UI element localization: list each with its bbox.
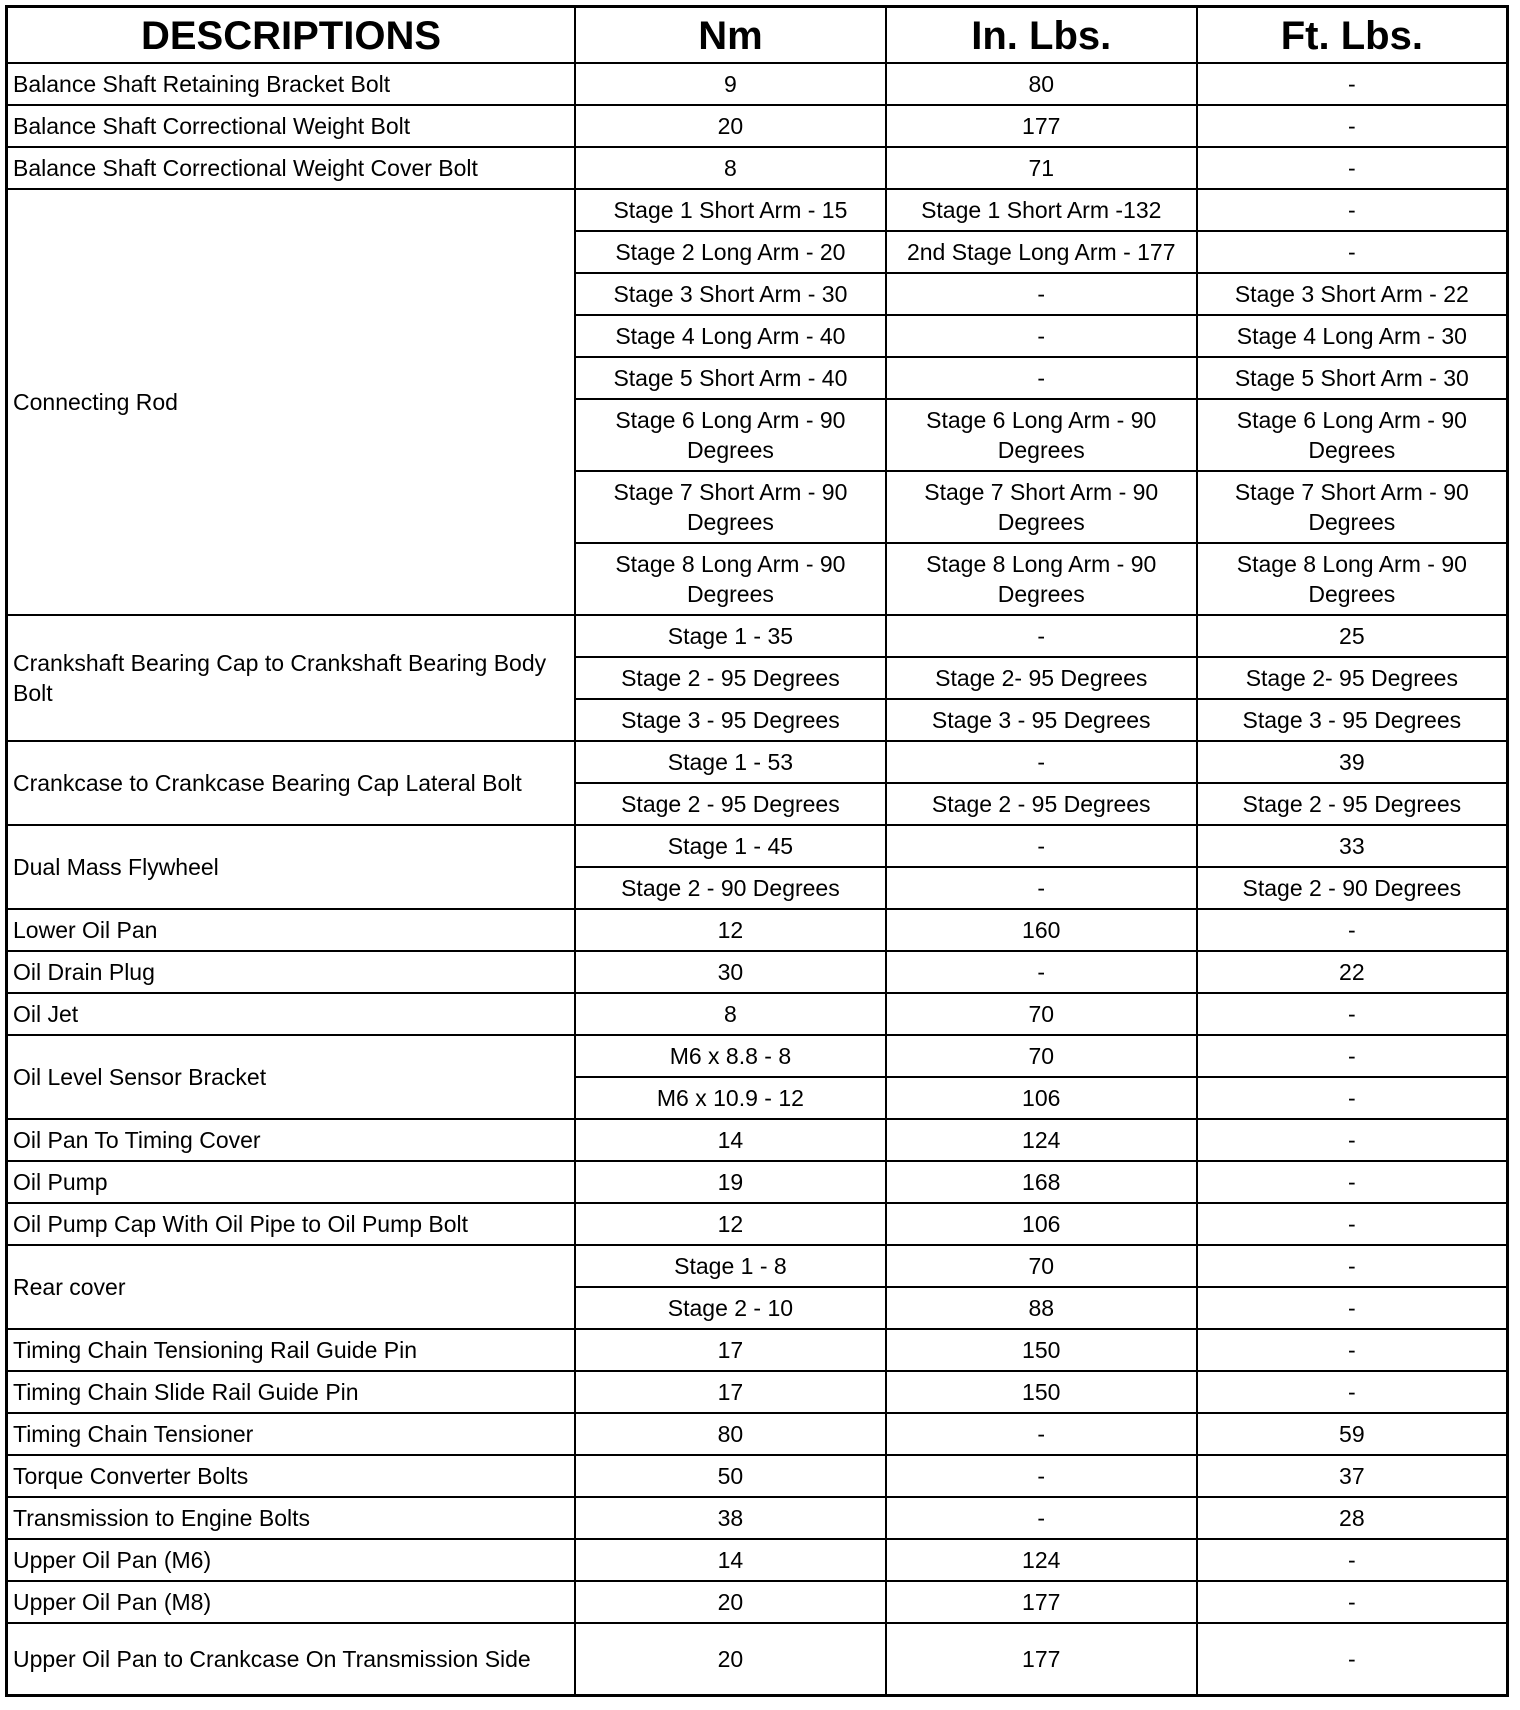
in-lbs-cell: 177	[886, 105, 1197, 147]
table-row	[7, 1413, 1508, 1455]
ft-lbs-cell: -	[1197, 1371, 1508, 1413]
description-cell: Crankcase to Crankcase Bearing Cap Lateral Bolt	[7, 741, 576, 825]
in-lbs-cell: Stage 2 - 95 Degrees	[886, 783, 1197, 825]
description-cell: Torque Converter Bolts	[7, 1455, 576, 1497]
description-cell: Timing Chain Slide Rail Guide Pin	[7, 1371, 576, 1413]
in-lbs-cell: Stage 3 - 95 Degrees	[886, 699, 1197, 741]
nm-cell: 8	[575, 993, 886, 1035]
in-lbs-cell: 2nd Stage Long Arm - 177	[886, 231, 1197, 273]
in-lbs-cell: -	[886, 825, 1197, 867]
in-lbs-cell: 177	[886, 1623, 1197, 1696]
ft-lbs-cell: -	[1197, 993, 1508, 1035]
nm-cell: M6 x 10.9 - 12	[575, 1077, 886, 1119]
table-row	[7, 741, 1508, 783]
in-lbs-cell: -	[886, 951, 1197, 993]
nm-cell: Stage 1 - 45	[575, 825, 886, 867]
table-row	[7, 1245, 1508, 1287]
table-row	[7, 1539, 1508, 1581]
nm-cell: 14	[575, 1539, 886, 1581]
table-row	[7, 105, 1508, 147]
nm-cell: Stage 2 Long Arm - 20	[575, 231, 886, 273]
description-cell: Rear cover	[7, 1245, 576, 1329]
table-row	[7, 1203, 1508, 1245]
nm-cell: 9	[575, 63, 886, 105]
nm-cell: Stage 4 Long Arm - 40	[575, 315, 886, 357]
nm-cell: 80	[575, 1413, 886, 1455]
table-row	[7, 1581, 1508, 1623]
table-row	[7, 1371, 1508, 1413]
table-row	[7, 1623, 1508, 1696]
in-lbs-cell: -	[886, 867, 1197, 909]
in-lbs-cell: 150	[886, 1329, 1197, 1371]
nm-cell: Stage 2 - 90 Degrees	[575, 867, 886, 909]
table-row	[7, 1497, 1508, 1539]
torque-spec-table	[5, 5, 1509, 1697]
table-row	[7, 909, 1508, 951]
header-in-lbs: In. Lbs.	[886, 7, 1197, 64]
ft-lbs-cell: -	[1197, 1203, 1508, 1245]
ft-lbs-cell: Stage 2 - 95 Degrees	[1197, 783, 1508, 825]
description-cell: Balance Shaft Correctional Weight Bolt	[7, 105, 576, 147]
ft-lbs-cell: -	[1197, 1077, 1508, 1119]
description-cell: Timing Chain Tensioner	[7, 1413, 576, 1455]
description-cell: Oil Pump Cap With Oil Pipe to Oil Pump Bolt	[7, 1203, 576, 1245]
description-cell: Upper Oil Pan (M8)	[7, 1581, 576, 1623]
ft-lbs-cell: Stage 3 Short Arm - 22	[1197, 273, 1508, 315]
description-cell: Balance Shaft Retaining Bracket Bolt	[7, 63, 576, 105]
table-row	[7, 951, 1508, 993]
ft-lbs-cell: 39	[1197, 741, 1508, 783]
ft-lbs-cell: 59	[1197, 1413, 1508, 1455]
ft-lbs-cell: -	[1197, 1245, 1508, 1287]
in-lbs-cell: -	[886, 1497, 1197, 1539]
ft-lbs-cell: -	[1197, 105, 1508, 147]
table-row	[7, 63, 1508, 105]
in-lbs-cell: 106	[886, 1077, 1197, 1119]
nm-cell: Stage 6 Long Arm - 90 Degrees	[575, 399, 886, 471]
nm-cell: Stage 5 Short Arm - 40	[575, 357, 886, 399]
in-lbs-cell: 177	[886, 1581, 1197, 1623]
table-row	[7, 1119, 1508, 1161]
in-lbs-cell: -	[886, 1455, 1197, 1497]
in-lbs-cell: -	[886, 741, 1197, 783]
in-lbs-cell: -	[886, 615, 1197, 657]
nm-cell: Stage 3 Short Arm - 30	[575, 273, 886, 315]
description-cell: Timing Chain Tensioning Rail Guide Pin	[7, 1329, 576, 1371]
nm-cell: 20	[575, 1623, 886, 1696]
ft-lbs-cell: 25	[1197, 615, 1508, 657]
nm-cell: Stage 2 - 10	[575, 1287, 886, 1329]
ft-lbs-cell: -	[1197, 909, 1508, 951]
nm-cell: Stage 7 Short Arm - 90 Degrees	[575, 471, 886, 543]
table-row	[7, 993, 1508, 1035]
ft-lbs-cell: Stage 4 Long Arm - 30	[1197, 315, 1508, 357]
in-lbs-cell: Stage 7 Short Arm - 90 Degrees	[886, 471, 1197, 543]
table-row	[7, 1329, 1508, 1371]
description-cell: Oil Jet	[7, 993, 576, 1035]
ft-lbs-cell: 28	[1197, 1497, 1508, 1539]
description-cell: Oil Level Sensor Bracket	[7, 1035, 576, 1119]
ft-lbs-cell: Stage 8 Long Arm - 90 Degrees	[1197, 543, 1508, 615]
ft-lbs-cell: -	[1197, 1539, 1508, 1581]
nm-cell: Stage 1 - 35	[575, 615, 886, 657]
ft-lbs-cell: -	[1197, 1329, 1508, 1371]
description-cell: Balance Shaft Correctional Weight Cover Bolt	[7, 147, 576, 189]
nm-cell: 17	[575, 1371, 886, 1413]
ft-lbs-cell: -	[1197, 1581, 1508, 1623]
header-nm: Nm	[575, 7, 886, 64]
ft-lbs-cell: Stage 2- 95 Degrees	[1197, 657, 1508, 699]
in-lbs-cell: 124	[886, 1119, 1197, 1161]
ft-lbs-cell: Stage 7 Short Arm - 90 Degrees	[1197, 471, 1508, 543]
header-descriptions: DESCRIPTIONS	[7, 7, 576, 64]
ft-lbs-cell: 33	[1197, 825, 1508, 867]
description-cell: Oil Pan To Timing Cover	[7, 1119, 576, 1161]
in-lbs-cell: 70	[886, 993, 1197, 1035]
ft-lbs-cell: -	[1197, 1035, 1508, 1077]
description-cell: Dual Mass Flywheel	[7, 825, 576, 909]
ft-lbs-cell: Stage 5 Short Arm - 30	[1197, 357, 1508, 399]
description-cell: Crankshaft Bearing Cap to Crankshaft Bearing Body Bolt	[7, 615, 576, 741]
in-lbs-cell: Stage 2- 95 Degrees	[886, 657, 1197, 699]
nm-cell: Stage 3 - 95 Degrees	[575, 699, 886, 741]
table-row	[7, 1161, 1508, 1203]
in-lbs-cell: 160	[886, 909, 1197, 951]
in-lbs-cell: -	[886, 357, 1197, 399]
in-lbs-cell: 150	[886, 1371, 1197, 1413]
nm-cell: 30	[575, 951, 886, 993]
table-row	[7, 1455, 1508, 1497]
nm-cell: 38	[575, 1497, 886, 1539]
in-lbs-cell: 88	[886, 1287, 1197, 1329]
ft-lbs-cell: Stage 3 - 95 Degrees	[1197, 699, 1508, 741]
nm-cell: Stage 1 - 8	[575, 1245, 886, 1287]
ft-lbs-cell: -	[1197, 1623, 1508, 1696]
in-lbs-cell: 80	[886, 63, 1197, 105]
ft-lbs-cell: -	[1197, 1161, 1508, 1203]
in-lbs-cell: 71	[886, 147, 1197, 189]
in-lbs-cell: 70	[886, 1035, 1197, 1077]
description-cell: Lower Oil Pan	[7, 909, 576, 951]
ft-lbs-cell: -	[1197, 1119, 1508, 1161]
torque-spec-document	[5, 5, 1509, 1697]
nm-cell: Stage 2 - 95 Degrees	[575, 783, 886, 825]
nm-cell: Stage 1 Short Arm - 15	[575, 189, 886, 231]
nm-cell: 12	[575, 1203, 886, 1245]
ft-lbs-cell: -	[1197, 63, 1508, 105]
description-cell: Upper Oil Pan to Crankcase On Transmission Side	[7, 1623, 576, 1696]
nm-cell: Stage 2 - 95 Degrees	[575, 657, 886, 699]
header-ft-lbs: Ft. Lbs.	[1197, 7, 1508, 64]
in-lbs-cell: -	[886, 315, 1197, 357]
description-cell: Upper Oil Pan (M6)	[7, 1539, 576, 1581]
description-cell: Oil Drain Plug	[7, 951, 576, 993]
in-lbs-cell: Stage 1 Short Arm -132	[886, 189, 1197, 231]
ft-lbs-cell: -	[1197, 231, 1508, 273]
nm-cell: M6 x 8.8 - 8	[575, 1035, 886, 1077]
in-lbs-cell: Stage 8 Long Arm - 90 Degrees	[886, 543, 1197, 615]
ft-lbs-cell: -	[1197, 1287, 1508, 1329]
nm-cell: Stage 8 Long Arm - 90 Degrees	[575, 543, 886, 615]
nm-cell: 8	[575, 147, 886, 189]
table-row	[7, 147, 1508, 189]
nm-cell: 20	[575, 1581, 886, 1623]
in-lbs-cell: 70	[886, 1245, 1197, 1287]
in-lbs-cell: 124	[886, 1539, 1197, 1581]
nm-cell: 12	[575, 909, 886, 951]
table-body	[7, 63, 1508, 1696]
ft-lbs-cell: -	[1197, 189, 1508, 231]
description-cell: Connecting Rod	[7, 189, 576, 615]
nm-cell: 20	[575, 105, 886, 147]
nm-cell: 17	[575, 1329, 886, 1371]
ft-lbs-cell: Stage 6 Long Arm - 90 Degrees	[1197, 399, 1508, 471]
nm-cell: 14	[575, 1119, 886, 1161]
nm-cell: 19	[575, 1161, 886, 1203]
in-lbs-cell: 168	[886, 1161, 1197, 1203]
in-lbs-cell: -	[886, 1413, 1197, 1455]
ft-lbs-cell: Stage 2 - 90 Degrees	[1197, 867, 1508, 909]
table-row	[7, 189, 1508, 231]
table-row	[7, 615, 1508, 657]
nm-cell: 50	[575, 1455, 886, 1497]
ft-lbs-cell: -	[1197, 147, 1508, 189]
description-cell: Transmission to Engine Bolts	[7, 1497, 576, 1539]
ft-lbs-cell: 22	[1197, 951, 1508, 993]
in-lbs-cell: 106	[886, 1203, 1197, 1245]
table-row	[7, 825, 1508, 867]
nm-cell: Stage 1 - 53	[575, 741, 886, 783]
description-cell: Oil Pump	[7, 1161, 576, 1203]
ft-lbs-cell: 37	[1197, 1455, 1508, 1497]
in-lbs-cell: Stage 6 Long Arm - 90 Degrees	[886, 399, 1197, 471]
header-row	[7, 7, 1508, 64]
in-lbs-cell: -	[886, 273, 1197, 315]
table-row	[7, 1035, 1508, 1077]
